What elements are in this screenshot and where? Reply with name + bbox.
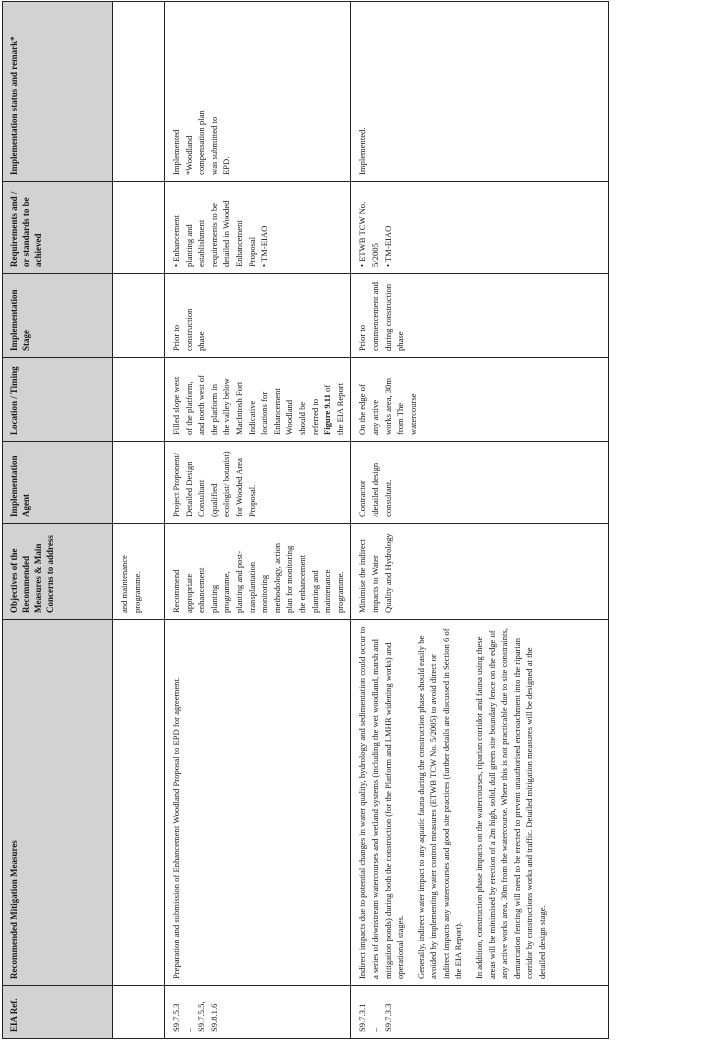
header-location: Location / Timing <box>3 358 113 442</box>
eia-ref-line: S9.7.3.3 <box>382 1003 393 1032</box>
status-text: Implemented *Woodland compensation plan was submitted to EPD. <box>171 110 232 175</box>
requirements-list <box>356 197 394 267</box>
eia-ref-line: S9.7.3.1 <box>357 1003 368 1032</box>
eia-ref-line: S9.7.5.3 <box>171 1003 181 1032</box>
requirement-item: • TM-EIAO <box>382 197 395 267</box>
header-row <box>3 2 113 1039</box>
eia-ref-line: – <box>369 1027 380 1032</box>
header-requirements: Requirements and / or standards to be achieved <box>3 182 113 274</box>
cell-location <box>351 358 609 442</box>
header-status: Implementation status and remark* <box>3 2 113 182</box>
cell-eia-ref <box>351 986 609 1039</box>
cell-agent <box>165 442 351 524</box>
objectives-text: Minimise the indirect impacts to Water Quality and Hydrology <box>357 533 393 613</box>
location-text <box>170 375 346 435</box>
cell-stage <box>165 274 351 358</box>
location-pre: Filled slope west of the platform, and north west of the platform in the valley below MacIntosh Fort Indicative locations for Enhancement Woodland should be referred to <box>171 375 320 435</box>
cell-requirements <box>113 182 165 274</box>
cell-status <box>351 2 609 182</box>
objectives-text: Recommend appropriate enhancement planting programme, planting and post-transplantation monitoring methodology, action plan for monitoring the enhancement planting and maintenance programme. <box>171 542 345 613</box>
measure-paragraph: Generally, indirect water impact to any aquatic fauna during the construction phase should easily be avoided by implementing water control measures (ETWB TCW No. 5/2005) to avoid direct or indirect impacts any watercourses and good site practices (further details are discussed in Section 6 of the EIA Report). <box>415 628 464 979</box>
cell-agent <box>113 442 165 524</box>
table-row <box>113 2 165 1039</box>
location-post: of the EIA Report <box>322 382 345 435</box>
cell-status <box>113 2 165 182</box>
requirements-list <box>170 197 271 267</box>
measure-paragraph: In addition, construction phase impacts on the watercourses, riparian corridor and fauna using these areas will be minimised by erection of a 2m high, solid, dull green site boundary fence on the edge of any active works area, 30m from the watercourse. Where this is not practicable due to site constraints, demarcation fencing will need to be erected to prevent unauthorised encroachment into the riparian corridor by constructions works and traffic. Detailed mitigation measures will be designed at the detailed design stage. <box>474 628 548 979</box>
cell-stage <box>113 274 165 358</box>
eia-ref-line: S9.7.5.5, <box>196 1001 207 1032</box>
agent-text: Contractor /detailed design consultant. <box>357 462 393 517</box>
eia-ref-line: S9.8.1.6 <box>208 1003 219 1032</box>
cell-eia-ref <box>165 986 351 1039</box>
cell-agent <box>351 442 609 524</box>
header-eia-ref: EIA Ref. <box>3 986 113 1039</box>
cell-eia-ref <box>113 986 165 1039</box>
table-row <box>351 2 609 1039</box>
mitigation-measures-table <box>2 1 609 1039</box>
cell-location <box>165 358 351 442</box>
cell-measures <box>351 620 609 986</box>
header-measures: Recommended Mitigation Measures <box>3 620 113 986</box>
measure-paragraph: Indirect impacts due to potential changes in water quality, hydrology and sedimentation could occur to a series of downstream watercourses and wetland systems (including the wet woodland, marsh and mitigation ponds) during both the construction (for the Platform and LMHR widening works) and operational stages. <box>357 626 406 979</box>
stage-text: Prior to construction phase <box>171 308 207 351</box>
cell-requirements <box>351 182 609 274</box>
table-row <box>165 2 351 1039</box>
cell-objectives <box>113 524 165 620</box>
header-stage: Implementation Stage <box>3 274 113 358</box>
cell-measures <box>113 620 165 986</box>
requirement-item: • Enhancement planting and establishment requirements to be detailed in Wooded Enhancement Proposal <box>170 197 258 267</box>
agent-text: Project Proponent/ Detailed Design Consultant (qualified ecologist/ botanist) for Wooded Area Proposal. <box>171 451 257 517</box>
cell-requirements <box>165 182 351 274</box>
status-text: Implemented. <box>357 127 368 175</box>
cell-status <box>165 2 351 182</box>
cell-location <box>113 358 165 442</box>
location-text: On the edge of any active works area, 30m from The watercourse <box>357 377 418 435</box>
cell-measures <box>165 620 351 986</box>
requirement-item: • ETWB TCW No. 5/2005 <box>356 197 381 267</box>
header-agent: Implementation Agent <box>3 442 113 524</box>
header-objectives: Objectives of the Recommended Measures & Main Concerns to address <box>3 524 113 620</box>
cell-stage <box>351 274 609 358</box>
stage-text: Prior to commencement and during construction phase <box>357 282 406 351</box>
cell-objectives <box>351 524 609 620</box>
measure-paragraph: Preparation and submission of Enhancement Woodland Proposal to EPD for agreement. <box>171 676 181 979</box>
objectives-text: and maintenance programme. <box>119 555 142 613</box>
requirement-item: • TM-EIAO <box>258 197 271 267</box>
cell-objectives <box>165 524 351 620</box>
location-figure-ref: Figure 9.11 <box>322 394 333 435</box>
eia-ref-line: – <box>183 1027 194 1032</box>
